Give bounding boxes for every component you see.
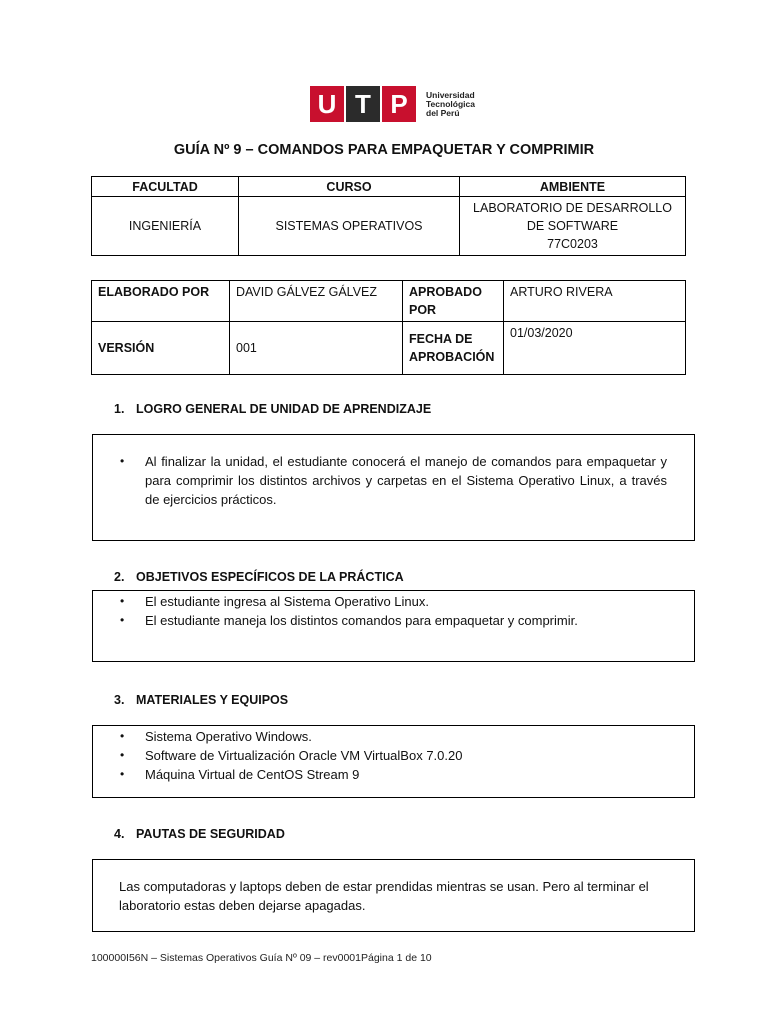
header-curso: CURSO — [239, 177, 460, 197]
bullet-icon: • — [120, 767, 125, 781]
aprobado-value: ARTURO RIVERA — [504, 281, 686, 322]
pautas-box — [92, 859, 695, 932]
page-footer: 100000I56N – Sistemas Operativos Guía Nº 09 – rev0001Página 1 de 10 — [91, 952, 432, 964]
facultad-value: INGENIERÍA — [92, 197, 239, 256]
fecha-label: FECHA DE APROBACIÓN — [403, 322, 504, 375]
course-info-table — [91, 176, 686, 256]
approval-table — [91, 280, 686, 375]
elaborado-label: ELABORADO POR — [92, 281, 230, 322]
section-heading-1: 1. LOGRO GENERAL DE UNIDAD DE APRENDIZAJE — [114, 402, 432, 416]
version-label: VERSIÓN — [92, 322, 230, 375]
list-item: • Máquina Virtual de CentOS Stream 9 — [120, 767, 360, 782]
bullet-icon: • — [120, 454, 125, 468]
bullet-icon: • — [120, 594, 125, 608]
list-item: • El estudiante maneja los distintos comandos para empaquetar y comprimir. — [120, 613, 578, 628]
logo-university-name: Universidad Tecnológica del Perú — [426, 89, 475, 118]
document-title: GUÍA Nº 9 – COMANDOS PARA EMPAQUETAR Y COMPRIMIR — [173, 142, 595, 158]
pautas-text: Las computadoras y laptops deben de estar prendidas mientras se usan. Pero al terminar el laboratorio estas deben dejarse apagadas. — [119, 879, 649, 913]
logo-letter-u: U — [310, 86, 344, 122]
list-item: • Software de Virtualización Oracle VM VirtualBox 7.0.20 — [120, 748, 463, 763]
logro-box — [92, 434, 695, 541]
ambiente-value: LABORATORIO DE DESARROLLO DE SOFTWARE 77C0203 — [460, 197, 686, 256]
materiales-box — [92, 725, 695, 798]
section-heading-4: 4. PAUTAS DE SEGURIDAD — [114, 827, 285, 841]
list-item: • El estudiante ingresa al Sistema Operativo Linux. — [120, 594, 429, 609]
bullet-icon: • — [120, 613, 125, 627]
objetivos-box — [92, 590, 695, 662]
version-value: 001 — [230, 322, 403, 375]
utp-logo — [310, 86, 475, 122]
aprobado-label: APROBADO POR — [403, 281, 504, 322]
section-heading-2: 2. OBJETIVOS ESPECÍFICOS DE LA PRÁCTICA — [114, 570, 404, 584]
fecha-value: 01/03/2020 — [504, 322, 686, 375]
list-item: • Sistema Operativo Windows. — [120, 729, 312, 744]
curso-value: SISTEMAS OPERATIVOS — [239, 197, 460, 256]
logo-letter-p: P — [382, 86, 416, 122]
header-facultad: FACULTAD — [92, 177, 239, 197]
bullet-icon: • — [120, 729, 125, 743]
list-item: • Al finalizar la unidad, el estudiante conocerá el manejo de comandos para empaquetar y para comprimir los distintos archivos y carpetas en el Sistema Operativo Linux, a través de ejercicios prácticos. — [120, 454, 667, 507]
bullet-icon: • — [120, 748, 125, 762]
logo-letter-t: T — [346, 86, 380, 122]
header-ambiente: AMBIENTE — [460, 177, 686, 197]
elaborado-value: DAVID GÁLVEZ GÁLVEZ — [230, 281, 403, 322]
section-heading-3: 3. MATERIALES Y EQUIPOS — [114, 693, 289, 707]
